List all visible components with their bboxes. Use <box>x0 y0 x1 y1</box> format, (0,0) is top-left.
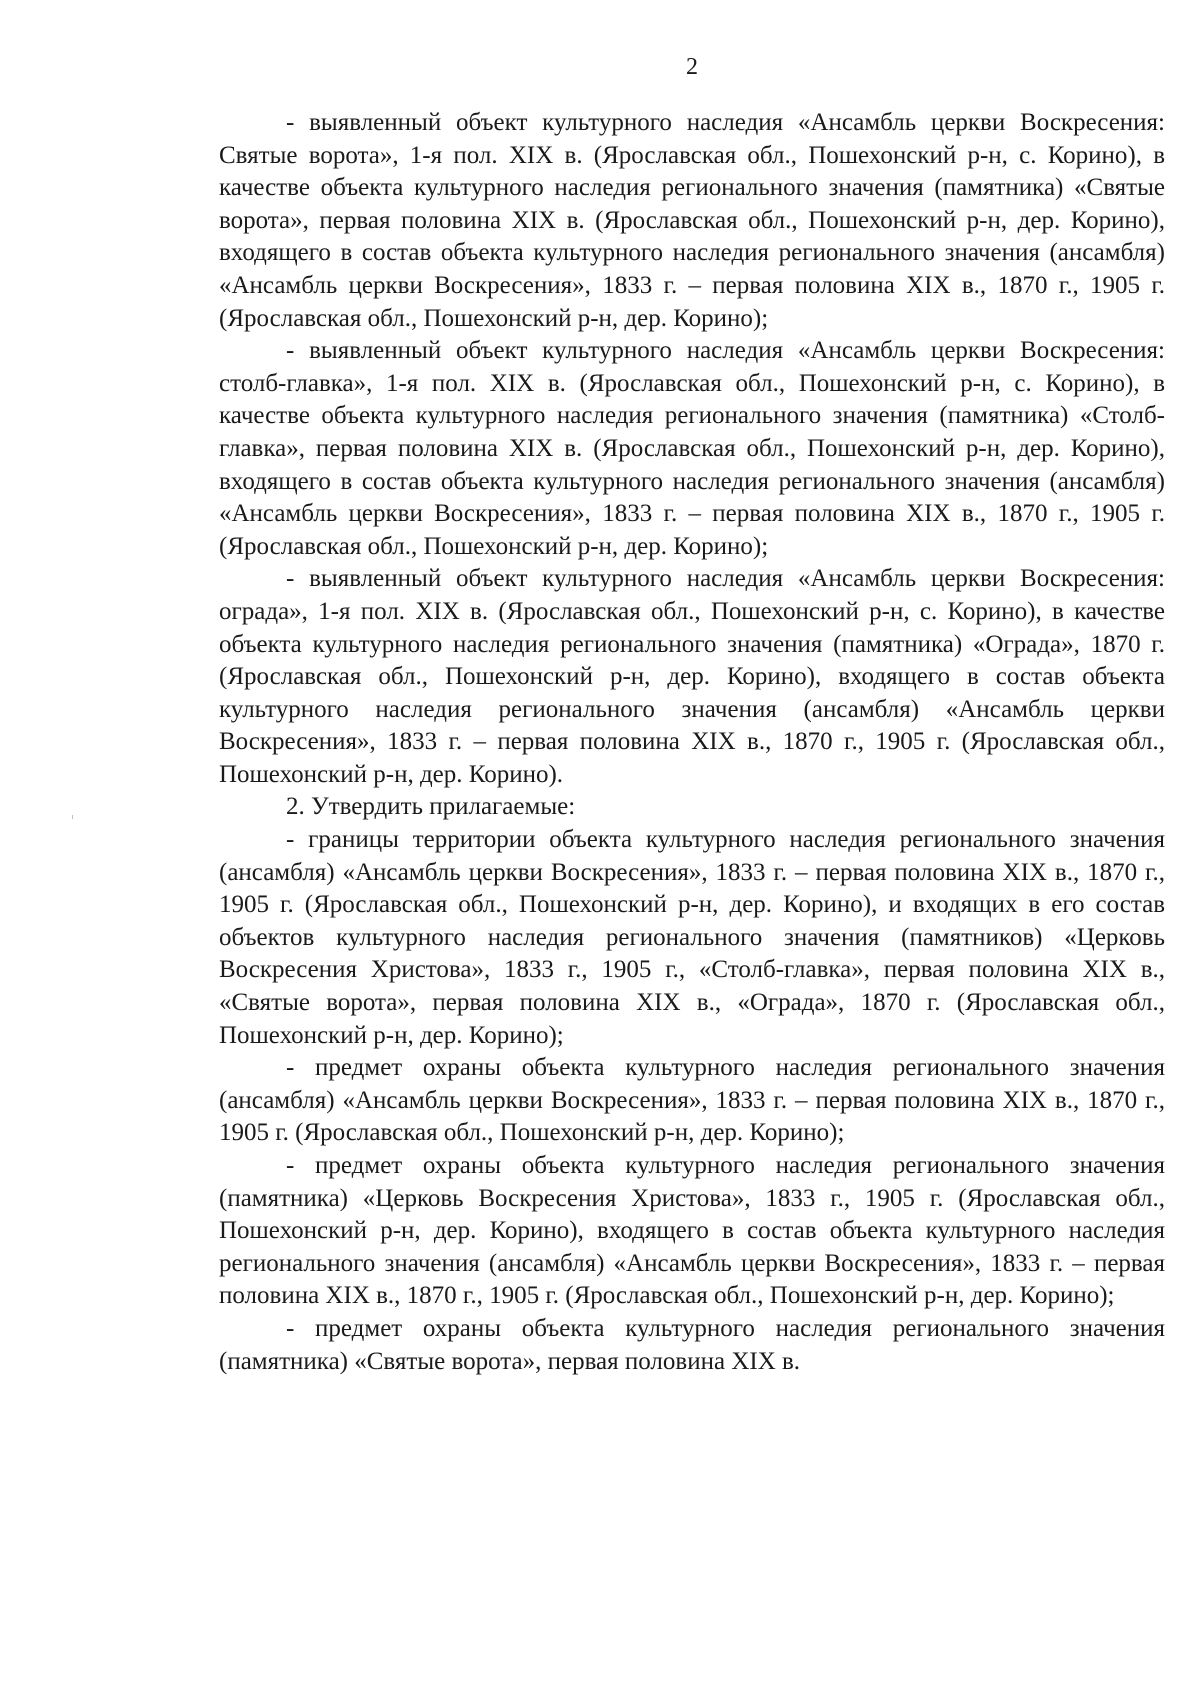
paragraph-identified-object-pillar-chapel: - выявленный объект культурного наследия «Ансамбль церкви Воскресения: столб-главка», 1-я пол. XIX в. (Ярославская обл., Пошехонский р-н, с. Корино), в качестве объекта культурного наследия регионального значения (памятника) «Столб-главка», первая половина XIX в. (Ярославская обл., Пошехонский р-н, дер. Корино), входящего в состав объекта культурного наследия регионального значения (ансамбля) «Ансамбль церкви Воскресения», 1833 г. – первая половина XIX в., 1870 г., 1905 г. (Ярославская обл., Пошехонский р-н, дер. Корино); <box>219 337 1165 560</box>
page-number: 2 <box>686 54 698 80</box>
paragraph-approve-heading: 2. Утвердить прилагаемые: <box>286 793 576 821</box>
paragraph-identified-object-fence: - выявленный объект культурного наследия «Ансамбль церкви Воскресения: ограда», 1-я пол. XIX в. (Ярославская обл., Пошехонский р-н, с. Корино), в качестве объекта культурного наследия регионального значения (памятника) «Ограда», 1870 г. (Ярославская обл., Пошехонский р-н, дер. Корино), входящего в состав объекта культурного наследия регионального значения (ансамбля) «Ансамбль церкви Воскресения», 1833 г. – первая половина XIX в., 1870 г., 1905 г. (Ярославская обл., Пошехонский р-н, дер. Корино). <box>219 565 1165 788</box>
paragraph-protection-subject-church: - предмет охраны объекта культурного наследия регионального значения (памятника) «Церковь Воскресения Христова», 1833 г., 1905 г. (Ярославская обл., Пошехонский р-н, дер. Корино), входящего в состав объекта культурного наследия регионального значения (ансамбля) «Ансамбль церкви Воскресения», 1833 г. – первая половина XIX в., 1870 г., 1905 г. (Ярославская обл., Пошехонский р-н, дер. Корино); <box>219 1152 1165 1310</box>
document-body <box>219 107 1165 1378</box>
paragraph-identified-object-holy-gates: - выявленный объект культурного наследия «Ансамбль церкви Воскресения: Святые ворота», 1-я пол. XIX в. (Ярославская обл., Пошехонский р-н, с. Корино), в качестве объекта культурного наследия регионального значения (памятника) «Святые ворота», первая половина XIX в. (Ярославская обл., Пошехонский р-н, дер. Корино), входящего в состав объекта культурного наследия регионального значения (ансамбля) «Ансамбль церкви Воскресения», 1833 г. – первая половина XIX в., 1870 г., 1905 г. (Ярославская обл., Пошехонский р-н, дер. Корино); <box>219 109 1165 332</box>
paragraph-protection-subject-ensemble: - предмет охраны объекта культурного наследия регионального значения (ансамбля) «Ансамбль церкви Воскресения», 1833 г. – первая половина XIX в., 1870 г., 1905 г. (Ярославская обл., Пошехонский р-н, дер. Корино); <box>219 1054 1165 1147</box>
paragraph-territory-boundaries: - границы территории объекта культурного наследия регионального значения (ансамбля) «Ансамбль церкви Воскресения», 1833 г. – первая половина XIX в., 1870 г., 1905 г. (Ярославская обл., Пошехонский р-н, дер. Корино), и входящих в его состав объектов культурного наследия регионального значения (памятников) «Церковь Воскресения Христова», 1833 г., 1905 г., «Столб-главка», первая половина XIX в., «Святые ворота», первая половина XIX в., «Ограда», 1870 г. (Ярославская обл., Пошехонский р-н, дер. Корино); <box>219 826 1165 1049</box>
paragraph-protection-subject-holy-gates: - предмет охраны объекта культурного наследия регионального значения (памятника) «Святые ворота», первая половина XIX в. <box>219 1314 1165 1375</box>
scan-margin-mark <box>72 815 73 819</box>
